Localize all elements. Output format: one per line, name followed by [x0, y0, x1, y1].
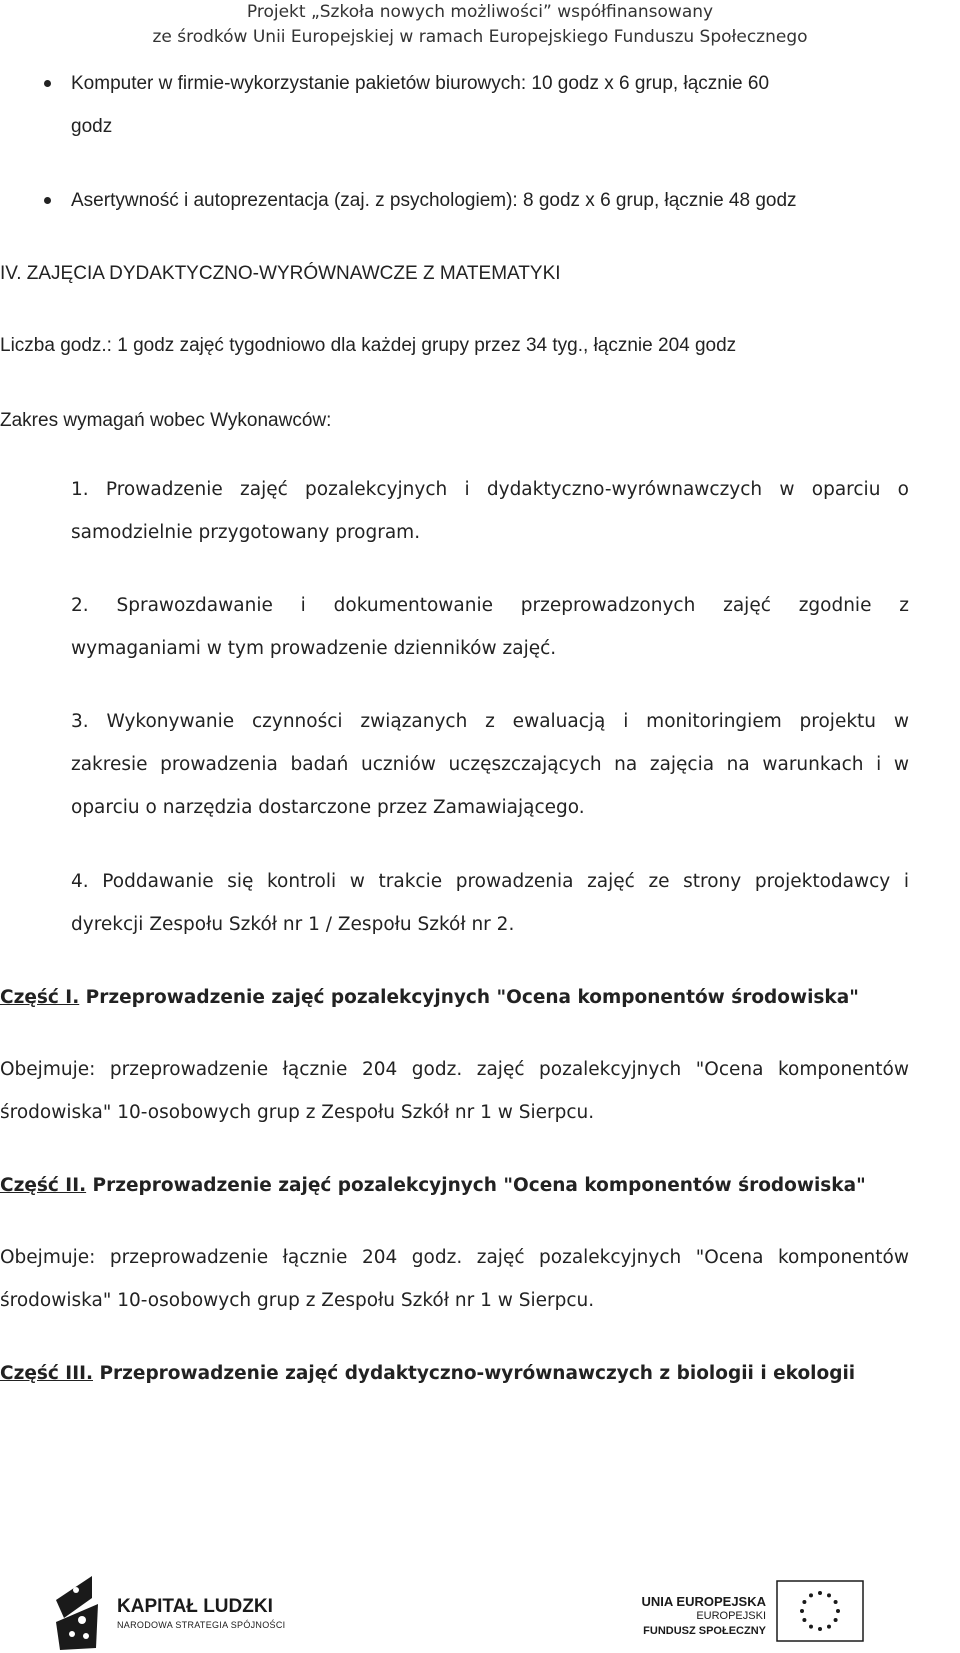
bullet-item-assertiveness: Asertywność i autoprezentacja (zaj. z psychologiem): 8 godz x 6 grup, łącznie 48 godz [71, 190, 797, 211]
kapital-ludzki-subtitle: NARODOWA STRATEGIA SPÓJNOŚCI [117, 1620, 286, 1630]
hours-line: Liczba godz.: 1 godz zajęć tygodniowo dla każdej grupy przez 34 tyg., łącznie 204 godz [0, 335, 737, 356]
bullet-dot [44, 80, 51, 87]
part-description-1: Obejmuje: przeprowadzenie łącznie 204 godz. zajęć pozalekcyjnych "Ocena komponentów środowiska" 10-osobowych grup z Zespołu Szkół nr 1 w Sierpcu. [0, 1059, 909, 1123]
part-heading-2: Część II. Przeprowadzenie zajęć pozalekcyjnych "Ocena komponentów środowiska" [0, 1175, 866, 1196]
list-item: 1. Prowadzenie zajęć pozalekcyjnych i dydaktyczno-wyrównawczych w oparciu o samodzielnie przygotowany program. [71, 479, 909, 543]
list-item: 3. Wykonywanie czynności związanych z ewaluacją i monitoringiem projektu w zakresie prowadzenia badań uczniów uczęszczających na zajęcia na warunkach i w oparciu o narzędzia dostarczone przez Zamawiającego. [71, 711, 909, 818]
list-item: 2. Sprawozdawanie i dokumentowanie przeprowadzonych zajęć zgodnie z wymaganiami w tym prowadzenie dzienników zajęć. [71, 595, 909, 659]
section-heading: IV. ZAJĘCIA DYDAKTYCZNO-WYRÓWNAWCZE Z MATEMATYKI [0, 263, 561, 284]
requirements-label: Zakres wymagań wobec Wykonawców: [0, 410, 332, 431]
eu-fund-label: UNIA EUROPEJSKA EUROPEJSKI FUNDUSZ SPOŁECZNY [641, 1594, 766, 1637]
part-heading-1: Część I. Przeprowadzenie zajęć pozalekcyjnych "Ocena komponentów środowiska" [0, 987, 859, 1008]
kapital-ludzki-logo-icon [52, 1572, 102, 1652]
kapital-ludzki-title: KAPITAŁ LUDZKI [117, 1596, 273, 1617]
part-heading-3: Część III. Przeprowadzenie zajęć dydaktyczno-wyrównawczych z biologii i ekologii [0, 1363, 856, 1384]
header-line-1: Projekt „Szkoła nowych możliwości” współfinansowany [246, 2, 714, 22]
bullet-dot [44, 197, 51, 204]
footer [0, 1570, 960, 1653]
list-item: 4. Poddawanie się kontroli w trakcie prowadzenia zajęć ze strony projektodawcy i dyrekcji Zespołu Szkół nr 1 / Zespołu Szkół nr 2. [71, 871, 909, 935]
bullet-item-computer: Komputer w firmie-wykorzystanie pakietów biurowych: 10 godz x 6 grup, łącznie 60 godz [71, 73, 770, 137]
eu-flag-icon [776, 1580, 864, 1642]
header-line-2: ze środków Unii Europejskiej w ramach Europejskiego Funduszu Społecznego [152, 27, 808, 47]
part-description-2: Obejmuje: przeprowadzenie łącznie 204 godz. zajęć pozalekcyjnych "Ocena komponentów środowiska" 10-osobowych grup z Zespołu Szkół nr 1 w Sierpcu. [0, 1247, 909, 1311]
